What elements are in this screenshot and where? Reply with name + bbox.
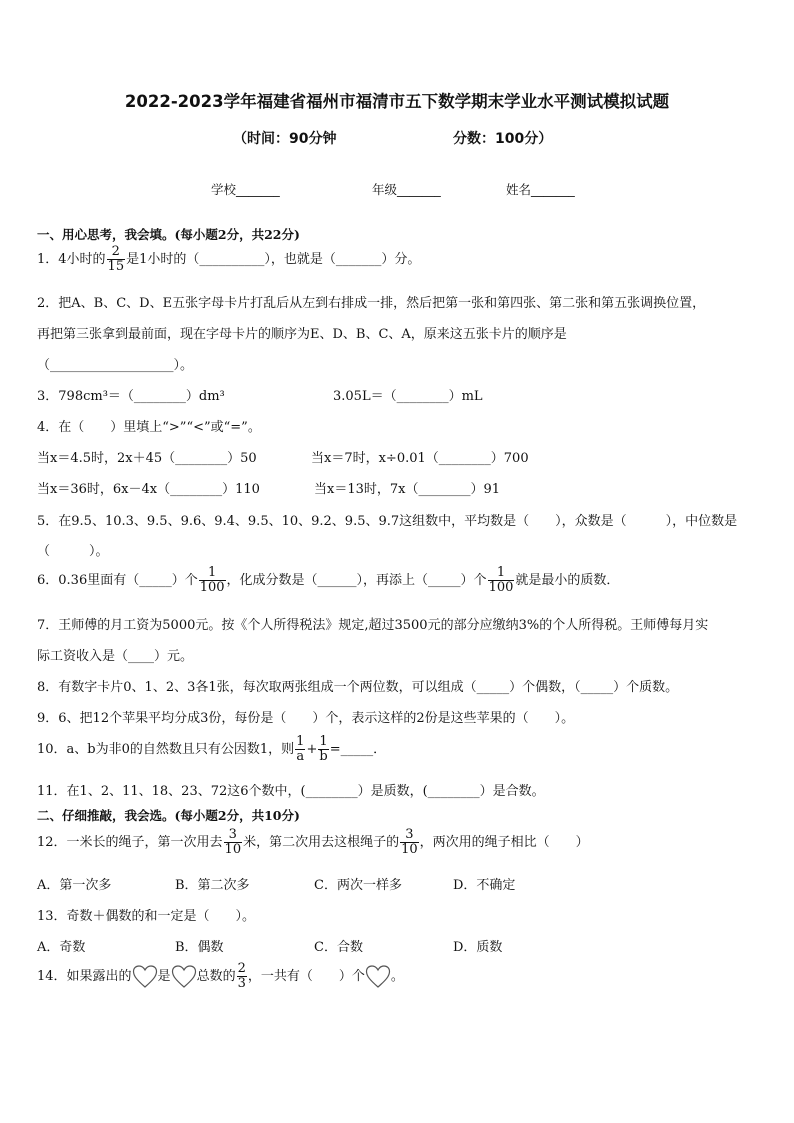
- question-4b: 当x＝7时，x÷0.01（________）700: [311, 451, 529, 466]
- question-3a: 3．798cm³＝（________）dm³: [37, 389, 225, 404]
- section-2-heading: 二、仔细推敲，我会选。(每小题2分，共10分): [37, 808, 300, 823]
- time-label: （时间：90分钟: [233, 131, 337, 147]
- question-4d: 当x＝13时，7x（________）91: [314, 482, 501, 497]
- name-field: 姓名_______: [506, 182, 575, 197]
- question-7-line-2: 际工资收入是（____）元。: [37, 649, 194, 664]
- question-11: 11．在1、2、11、18、23、72这6个数中，(________）是质数，(________）是合数。: [37, 784, 545, 799]
- question-14: 14．如果露出的 是 总数的 $\frac{2}{3}$ ，一共有（ ）个 。: [37, 961, 404, 991]
- q13-option-d: D．质数: [453, 940, 503, 955]
- question-5-line-1: 5．在9.5、10.3、9.5、9.6、9.4、9.5、10、9.2、9.5、9.7这组数中，平均数是（ ），众数是（ ），中位数是: [37, 514, 738, 529]
- question-4: 4．在（ ）里填上“>”“<”或“=”。: [37, 420, 261, 435]
- question-2-line-1: 2．把A、B、C、D、E五张字母卡片打乱后从左到右排成一排，然后把第一张和第四张、第二张和第五张调换位置，: [37, 296, 706, 311]
- question-5-line-2: （ ）。: [37, 544, 109, 559]
- question-10: 10．a、b为非0的自然数且只有公因数1，则 $\frac{1}{a}$ + $\frac{1}{b}$ =_____．: [37, 734, 387, 764]
- heart-icon: [171, 965, 197, 989]
- q12-option-c: C．两次一样多: [314, 878, 402, 893]
- question-2-line-2: 再把第三张拿到最前面，现在字母卡片的顺序为E、D、B、C、A，原来这五张卡片的顺序是: [37, 327, 567, 342]
- question-9: 9．6、把12个苹果平均分成3份，每份是（ ）个，表示这样的2份是这些苹果的（ ）。: [37, 711, 575, 726]
- q12-option-b: B．第二次多: [175, 878, 250, 893]
- question-8: 8．有数字卡片0、1、2、3各1张，每次取两张组成一个两位数，可以组成（_____）个偶数，（_____）个质数。: [37, 680, 679, 695]
- grade-field: 年级_______: [372, 182, 441, 197]
- question-6: 6．0.36里面有（_____）个 $\frac{1}{100}$ ，化成分数是（______），再添上（_____）个 $\frac{1}{100}$ 就是最小的质数．: [37, 565, 620, 595]
- question-1: 1．4小时的 $\frac{2}{15}$ 是1小时的（__________），也就是（_______）分。: [37, 244, 421, 274]
- question-13: 13．奇数＋偶数的和一定是（ ）。: [37, 909, 256, 924]
- q13-option-a: A．奇数: [37, 940, 86, 955]
- school-field: 学校_______: [211, 182, 280, 197]
- page-title: 2022-2023学年福建省福州市福清市五下数学期末学业水平测试模拟试题: [124, 92, 670, 111]
- question-7-line-1: 7．王师傅的月工资为5000元。按《个人所得税法》规定,超过3500元的部分应缴纳3%的个人所得税。王师傅每月实: [37, 618, 709, 633]
- question-2-line-3: （___________________）。: [37, 358, 194, 373]
- section-1-heading: 一、用心思考，我会填。(每小题2分，共22分): [37, 227, 300, 242]
- question-4a: 当x＝4.5时，2x＋45（________）50: [37, 451, 257, 466]
- q12-option-d: D．不确定: [453, 878, 516, 893]
- question-3b: 3.05L＝（________）mL: [333, 389, 483, 404]
- heart-icon: [365, 965, 391, 989]
- question-4c: 当x＝36时，6x－4x（________）110: [37, 482, 260, 497]
- heart-icon: [132, 965, 158, 989]
- q12-option-a: A．第一次多: [37, 878, 112, 893]
- q13-option-b: B．偶数: [175, 940, 224, 955]
- q13-option-c: C．合数: [314, 940, 363, 955]
- score-label: 分数：100分）: [453, 131, 553, 147]
- question-12: 12．一米长的绳子，第一次用去 $\frac{3}{10}$ 米，第二次用去这根绳子的 $\frac{3}{10}$ ，两次用的绳子相比（ ）: [37, 827, 589, 857]
